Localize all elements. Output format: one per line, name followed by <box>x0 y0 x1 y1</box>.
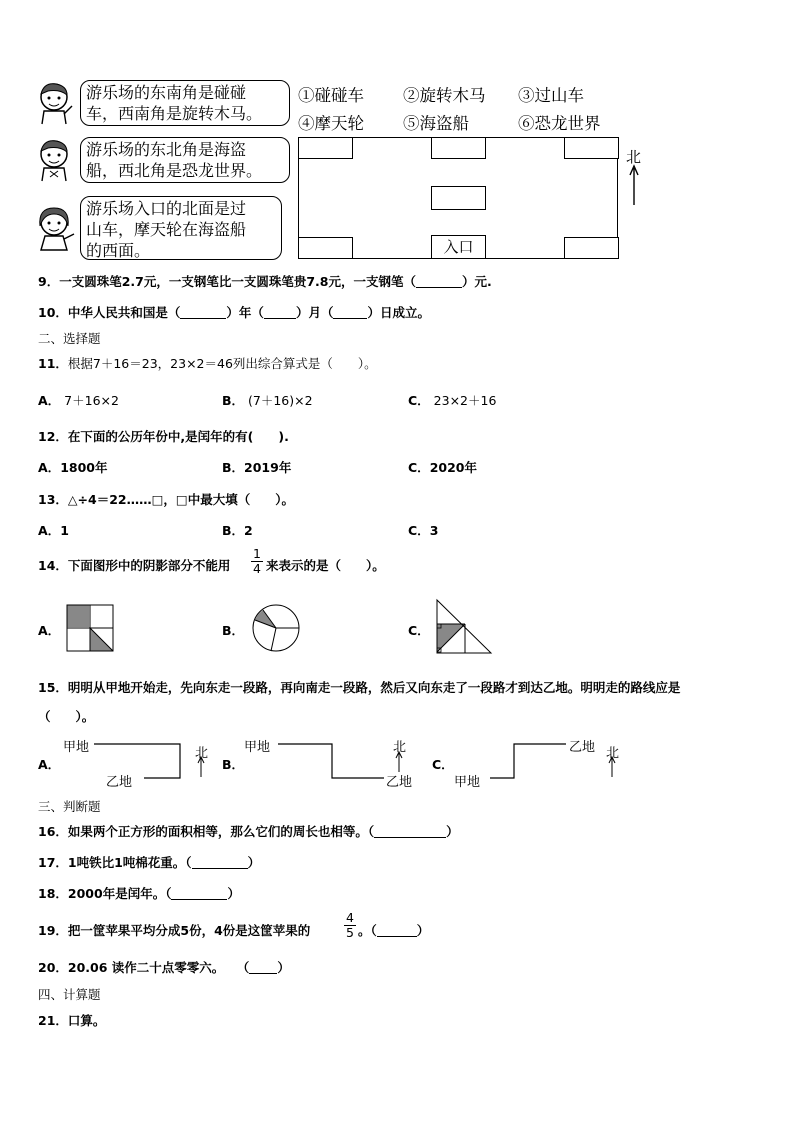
option-c[interactable]: C． <box>408 623 430 638</box>
option-b[interactable]: B． <box>222 757 245 772</box>
option-b[interactable]: B．2 <box>222 523 253 538</box>
question-20: 20．20.06 读作二十点零零六。 （ ） <box>38 960 290 975</box>
boy-avatar <box>34 137 74 183</box>
legend-item: ⑤海盗船 <box>403 114 469 133</box>
map-slot-n <box>431 137 486 159</box>
north-arrow-icon <box>394 751 404 773</box>
north-label: 北 <box>393 740 407 755</box>
option-c[interactable]: C． <box>432 757 454 772</box>
option-c[interactable]: C．3 <box>408 523 439 538</box>
speech-bubble-1: 游乐场的东南角是碰碰 车，西南角是旋转木马。 <box>80 80 290 126</box>
option-b[interactable]: B． <box>222 623 245 638</box>
option-c[interactable]: C． 23×2＋16 <box>408 393 497 408</box>
answer-blank[interactable] <box>416 275 462 288</box>
north-arrow-icon <box>607 756 617 778</box>
start-label: 甲地 <box>244 740 271 755</box>
question-13: 13．△÷4＝22……□，□中最大填（ ）。 <box>38 492 294 507</box>
park-map <box>298 137 618 259</box>
map-slot-sw <box>298 237 353 259</box>
speech-bubble-2: 游乐场的东北角是海盗 船，西北角是恐龙世界。 <box>80 137 290 183</box>
option-a[interactable]: A．1 <box>38 523 69 538</box>
start-label: 甲地 <box>63 740 90 755</box>
section-heading: 四、计算题 <box>38 987 101 1002</box>
north-label: 北 <box>606 746 620 761</box>
north-label: 北 <box>195 746 209 761</box>
option-b[interactable]: B． (7＋16)×2 <box>222 393 313 408</box>
map-slot-center <box>431 186 486 210</box>
option-a-route[interactable] <box>92 740 186 782</box>
question-19-tail: 。（ ） <box>358 923 430 938</box>
question-15-line2: （ ）。 <box>38 709 95 724</box>
end-label: 乙地 <box>106 775 133 790</box>
north-label: 北 <box>626 148 642 166</box>
answer-blank[interactable] <box>333 306 367 319</box>
question-10: 10．中华人民共和国是（ ）年（ ）月（ ）日成立。 <box>38 305 430 320</box>
question-21: 21．口算。 <box>38 1013 106 1028</box>
section-heading: 二、选择题 <box>38 331 101 346</box>
end-label: 乙地 <box>569 740 596 755</box>
option-c-triangle-figure[interactable] <box>435 598 495 656</box>
map-entrance: 入口 <box>431 235 486 259</box>
question-19: 19．把一筐苹果平均分成5份，4份是这筐苹果的 <box>38 923 311 938</box>
map-slot-nw <box>298 137 353 159</box>
option-c[interactable]: C．2020年 <box>408 460 477 475</box>
question-14: 14．下面图形中的阴影部分不能用 <box>38 558 231 573</box>
option-a[interactable]: A． <box>38 757 61 772</box>
north-arrow-icon <box>628 164 640 206</box>
start-label: 甲地 <box>454 775 481 790</box>
option-a-square-figure[interactable] <box>66 604 114 652</box>
question-11: 11．根据7＋16＝23，23×2＝46列出综合算式是（ ）。 <box>38 356 377 371</box>
section-heading: 三、判断题 <box>38 799 101 814</box>
speech-bubble-3: 游乐场入口的北面是过 山车，摩天轮在海盗船 的西面。 <box>80 196 282 260</box>
question-12: 12．在下面的公历年份中,是闰年的有( ). <box>38 429 289 444</box>
north-arrow-icon <box>196 756 206 778</box>
answer-blank[interactable] <box>264 306 296 319</box>
option-b-circle-figure[interactable] <box>251 603 301 653</box>
question-17: 17．1吨铁比1吨棉花重。（ ） <box>38 855 261 870</box>
answer-blank[interactable] <box>377 924 417 937</box>
question-16: 16．如果两个正方形的面积相等，那么它们的周长也相等。（ ） <box>38 824 459 839</box>
fraction-1-4: 1 4 <box>251 547 263 576</box>
girl-avatar <box>34 204 76 252</box>
boy-avatar <box>34 80 74 126</box>
legend-item: ⑥恐龙世界 <box>518 114 601 133</box>
question-9: 9．一支圆珠笔2.7元，一支钢笔比一支圆珠笔贵7.8元，一支钢笔（ ）元. <box>38 274 492 289</box>
answer-blank[interactable] <box>374 825 446 838</box>
answer-blank[interactable] <box>171 887 227 900</box>
option-a[interactable]: A． 7＋16×2 <box>38 393 119 408</box>
legend-item: ④摩天轮 <box>298 114 364 133</box>
question-15: 15．明明从甲地开始走，先向东走一段路，再向南走一段路，然后又向东走了一段路才到达乙地。明明走的路线应是 <box>38 680 681 695</box>
legend-item: ③过山车 <box>518 86 584 105</box>
legend-item: ②旋转木马 <box>403 86 486 105</box>
answer-blank[interactable] <box>192 856 248 869</box>
fraction-4-5: 4 5 <box>344 911 356 940</box>
question-14-tail: 来表示的是（ ）。 <box>266 558 385 573</box>
end-label: 乙地 <box>386 775 413 790</box>
option-b[interactable]: B．2019年 <box>222 460 292 475</box>
option-c-route[interactable] <box>488 740 568 782</box>
option-b-route[interactable] <box>276 740 388 782</box>
map-slot-se <box>564 237 619 259</box>
option-a[interactable]: A． <box>38 623 61 638</box>
map-slot-ne <box>564 137 619 159</box>
option-a[interactable]: A．1800年 <box>38 460 108 475</box>
answer-blank[interactable] <box>249 961 277 974</box>
legend-item: ①碰碰车 <box>298 86 364 105</box>
question-18: 18．2000年是闰年。（ ） <box>38 886 240 901</box>
answer-blank[interactable] <box>180 306 226 319</box>
